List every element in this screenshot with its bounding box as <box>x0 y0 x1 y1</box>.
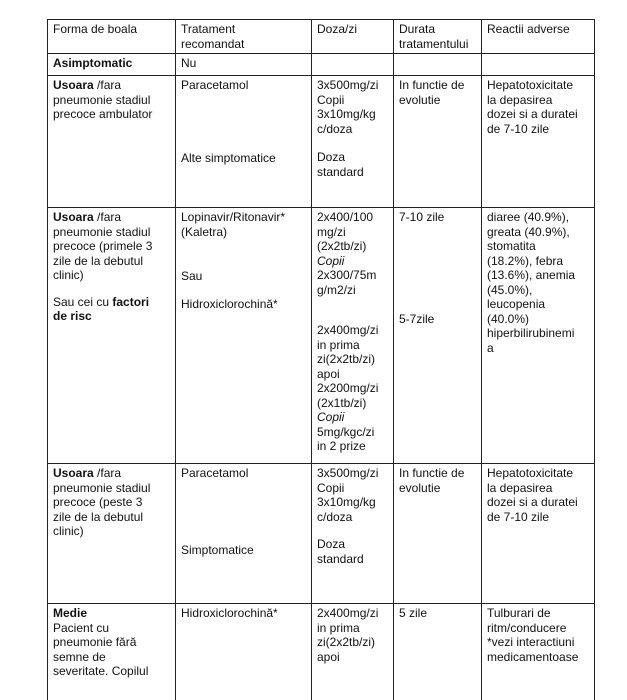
form-text: zile de la debutul <box>53 253 144 268</box>
dose-text: 2x400mg/zi <box>317 606 379 620</box>
header-cell-form <box>48 20 176 54</box>
treatment-text: Paracetamol <box>181 466 249 480</box>
header-cell-dose <box>312 20 394 54</box>
dose-text: 3x10mg/kg <box>317 495 376 509</box>
dose-cell <box>312 76 394 208</box>
header-cell-duration <box>394 20 482 54</box>
treatment-text: Sau <box>181 269 203 283</box>
form-text: /fara <box>97 78 122 92</box>
adverse-text: *vezi interactiuni <box>487 635 575 649</box>
form-text: precoce (peste 3 <box>53 495 143 509</box>
form-text: semne de <box>53 649 106 664</box>
dose-text: c/doza <box>317 121 353 136</box>
dose-cell <box>312 464 394 604</box>
form-cell <box>48 208 176 464</box>
form-cell <box>48 76 176 208</box>
dose-text: 2x400/100 <box>317 210 374 224</box>
table-header-row <box>48 20 595 54</box>
form-cell <box>48 604 176 700</box>
header-label: Tratament <box>181 22 236 36</box>
dose-text: 3x500mg/zi <box>317 78 379 92</box>
adverse-cell <box>482 208 595 464</box>
dose-text: 2x300/75m <box>317 268 377 282</box>
adverse-text: stomatita <box>487 239 536 253</box>
adverse-text: dozei si a duratei <box>487 107 578 121</box>
header-label: Forma de boala <box>53 22 138 36</box>
dose-text: Doza <box>317 537 346 551</box>
form-text: pneumonie stadiul <box>53 480 151 495</box>
duration-cell <box>394 604 482 700</box>
adverse-text: Hepatotoxicitate <box>487 466 574 480</box>
table-row <box>48 54 595 76</box>
dose-text: mg/zi <box>317 224 346 239</box>
dose-text: in 2 prize <box>317 439 366 453</box>
treatment-text: Nu <box>181 56 197 70</box>
treatment-cell <box>176 54 312 76</box>
treatment-text: (Kaletra) <box>181 224 228 239</box>
dose-text: in prima <box>317 337 360 352</box>
form-text: /fara <box>97 466 122 480</box>
table-row <box>48 208 595 464</box>
adverse-text: leucopenia <box>487 297 546 311</box>
treatment-text: Simptomatice <box>181 542 254 557</box>
form-label-bold: Medie <box>53 606 88 620</box>
dose-text: 2x200mg/zi <box>317 381 379 395</box>
duration-text: In functie de <box>399 466 465 480</box>
dose-cell <box>312 604 394 700</box>
dose-cell <box>312 208 394 464</box>
form-text: Pacient cu <box>53 620 110 635</box>
treatment-cell <box>176 76 312 208</box>
form-cell <box>48 464 176 604</box>
dose-text: 2x400mg/zi <box>317 323 379 337</box>
dose-text: standard <box>317 164 364 179</box>
dose-text: in prima <box>317 620 360 635</box>
dose-text: apoi <box>317 649 340 664</box>
adverse-text: (18.2%), febra <box>487 253 564 268</box>
dose-text: 3x500mg/zi <box>317 466 379 480</box>
adverse-text: medicamentoase <box>487 649 579 664</box>
form-text: pneumonie fără <box>53 635 137 649</box>
adverse-cell <box>482 464 595 604</box>
dose-text: (2x1tb/zi) <box>317 395 367 410</box>
treatment-cell <box>176 208 312 464</box>
duration-text: 7-10 zile <box>399 210 445 224</box>
dose-text: apoi <box>317 366 340 381</box>
adverse-text: la depasirea <box>487 480 553 495</box>
header-cell-treatment <box>176 20 312 54</box>
adverse-text: (45.0%), <box>487 282 533 297</box>
dose-cell <box>312 54 394 76</box>
treatment-text: Hidroxiclorochină* <box>181 606 278 620</box>
form-label-bold: factori <box>112 294 150 309</box>
adverse-text: dozei si a duratei <box>487 495 578 509</box>
duration-text: In functie de <box>399 78 465 92</box>
table-row <box>48 604 595 700</box>
duration-text: 5 zile <box>399 606 428 620</box>
dose-text: Copii <box>317 253 345 268</box>
form-text: Sau cei cu <box>53 294 113 309</box>
duration-text: 5-7zile <box>399 311 435 326</box>
treatment-table <box>47 19 595 700</box>
duration-cell <box>394 76 482 208</box>
treatment-text: Lopinavir/Ritonavir* <box>181 210 286 224</box>
form-text: precoce (primele 3 <box>53 239 153 253</box>
form-label-bold: Usoara <box>53 210 94 224</box>
adverse-text: a <box>487 340 494 355</box>
adverse-text: ritm/conducere <box>487 620 567 635</box>
header-label: Durata <box>399 22 436 36</box>
header-label: recomandat <box>181 36 245 51</box>
treatment-text: Paracetamol <box>181 78 249 92</box>
dose-text: 3x10mg/kg <box>317 107 376 121</box>
duration-cell <box>394 208 482 464</box>
dose-text: zi(2x2tb/zi) <box>317 635 376 649</box>
form-text: severitate. Copilul <box>53 664 149 678</box>
table-row <box>48 464 595 604</box>
form-text: precoce ambulator <box>53 107 153 121</box>
duration-cell <box>394 54 482 76</box>
duration-text: evolutie <box>399 480 441 495</box>
form-cell <box>48 54 176 76</box>
header-label: tratamentului <box>399 36 469 51</box>
dose-text: zi(2x2tb/zi) <box>317 352 376 366</box>
form-text: /fara <box>97 210 122 224</box>
form-text: pneumonie stadiul <box>53 92 151 107</box>
adverse-cell <box>482 76 595 208</box>
dose-text: Copii <box>317 410 345 424</box>
dose-text: 5mg/kgc/zi <box>317 424 375 439</box>
form-label-bold: Usoara <box>53 466 94 480</box>
dose-text: (2x2tb/zi) <box>317 239 367 253</box>
treatment-text: Alte simptomatice <box>181 150 276 165</box>
adverse-text: (40.0%) <box>487 311 530 326</box>
form-label-bold: Usoara <box>53 78 94 92</box>
adverse-text: hiperbilirubinemi <box>487 326 575 340</box>
duration-text: evolutie <box>399 92 441 107</box>
adverse-cell <box>482 54 595 76</box>
treatment-cell <box>176 604 312 700</box>
adverse-text: Hepatotoxicitate <box>487 78 574 92</box>
header-label: Reactii adverse <box>487 22 570 36</box>
form-label: Asimptomatic <box>53 56 133 70</box>
form-text: pneumonie stadiul <box>53 224 151 239</box>
form-text: clinic) <box>53 524 84 538</box>
dose-text: Copii <box>317 480 345 495</box>
adverse-cell <box>482 604 595 700</box>
header-cell-adverse <box>482 20 595 54</box>
adverse-text: (13.6%), anemia <box>487 268 576 282</box>
dose-text: Doza <box>317 150 346 164</box>
header-label: Doza/zi <box>317 22 358 36</box>
adverse-text: Tulburari de <box>487 606 551 620</box>
dose-text: Copii <box>317 92 345 107</box>
table-row <box>48 76 595 208</box>
adverse-text: greata (40.9%), <box>487 224 570 239</box>
treatment-text: Hidroxiclorochină* <box>181 296 278 311</box>
adverse-text: la depasirea <box>487 92 553 107</box>
dose-text: standard <box>317 551 364 566</box>
form-text: clinic) <box>53 268 84 282</box>
treatment-cell <box>176 464 312 604</box>
adverse-text: de 7-10 zile <box>487 121 550 136</box>
duration-cell <box>394 464 482 604</box>
adverse-text: de 7-10 zile <box>487 509 550 524</box>
adverse-text: diaree (40.9%), <box>487 210 570 224</box>
dose-text: c/doza <box>317 509 353 524</box>
form-text: zile de la debutul <box>53 509 144 524</box>
form-label-bold: de risc <box>53 309 92 323</box>
dose-text: g/m2/zi <box>317 282 356 297</box>
